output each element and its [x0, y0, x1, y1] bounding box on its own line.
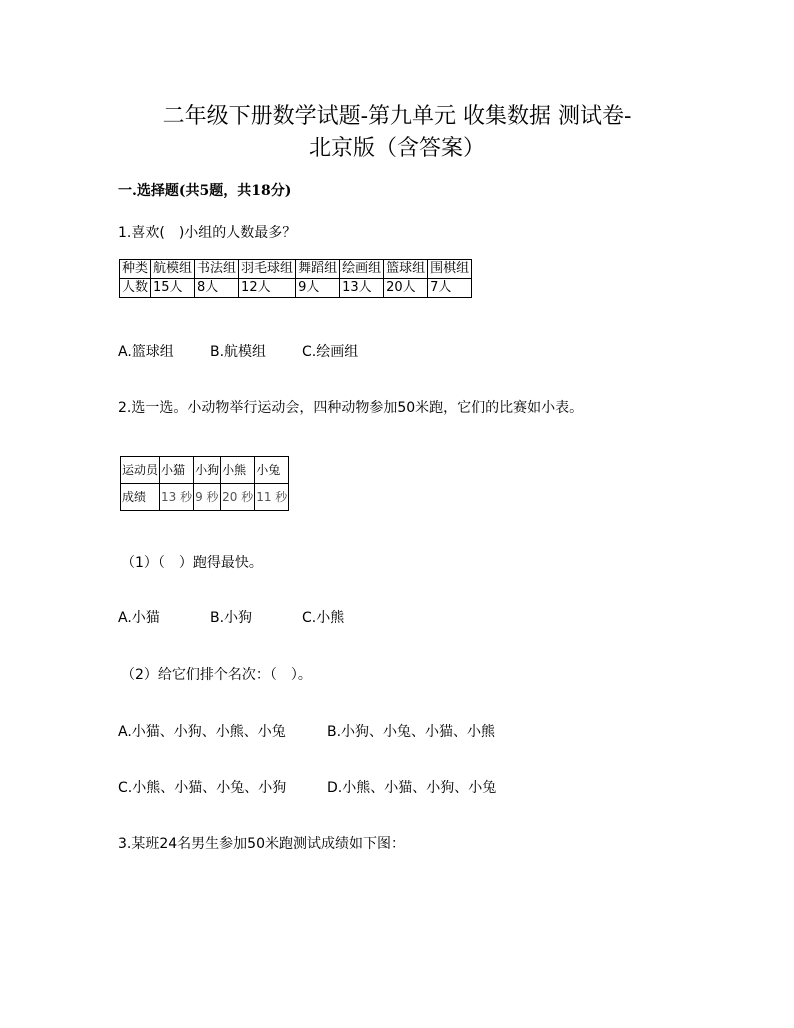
table-cell: 13 秒: [160, 484, 194, 511]
table-cell: 11 秒: [255, 484, 289, 511]
table-cell: 20 秒: [221, 484, 255, 511]
document-title-line2: 北京版（含答案）: [308, 136, 485, 161]
question-3-stem: 3.某班24名男生参加50米跑测试成绩如下图：: [118, 836, 405, 852]
table-row: [120, 260, 472, 279]
table-cell: 小熊: [221, 457, 255, 484]
table-cell: 15人: [151, 279, 195, 298]
option-b[interactable]: B.小狗、小兔、小猫、小熊: [327, 724, 496, 740]
table-cell: 成绩: [121, 484, 160, 511]
table-cell: 书法组: [195, 260, 239, 279]
table-cell: 7人: [428, 279, 472, 298]
option-d[interactable]: D.小熊、小猫、小狗、小兔: [327, 780, 497, 796]
option-a[interactable]: A.篮球组: [118, 344, 174, 360]
table-cell: 9人: [296, 279, 340, 298]
option-a[interactable]: A.小猫: [118, 610, 160, 626]
option-c[interactable]: C.小熊: [302, 610, 345, 626]
table-cell: 9 秒: [194, 484, 221, 511]
question-2-sub2-options-row1: [118, 721, 495, 741]
table-cell: 舞蹈组: [296, 260, 340, 279]
table-cell: 13人: [340, 279, 384, 298]
table-cell: 围棋组: [428, 260, 472, 279]
table-cell: 人数: [120, 279, 151, 298]
question-2-table: [120, 456, 289, 511]
table-cell: 羽毛球组: [239, 260, 296, 279]
table-row: [121, 457, 289, 484]
table-cell: 种类: [120, 260, 151, 279]
table-cell: 8人: [195, 279, 239, 298]
section-heading: 一.选择题(共5题，共18分): [118, 183, 292, 199]
table-row: [120, 279, 472, 298]
option-c[interactable]: C.小熊、小猫、小兔、小狗: [118, 780, 287, 796]
table-cell: 20人: [384, 279, 428, 298]
question-2-stem: 2.选一选。小动物举行运动会，四种动物参加50米跑，它们的比赛如小表。: [118, 400, 584, 416]
question-1-stem: 1.喜欢( )小组的人数最多？: [118, 225, 297, 241]
table-cell: 小猫: [160, 457, 194, 484]
question-2-sub1-options: [118, 607, 344, 627]
question-1-table: [119, 259, 472, 298]
table-cell: 运动员: [121, 457, 160, 484]
document-title-line1: 二年级下册数学试题-第九单元 收集数据 测试卷-: [162, 104, 632, 129]
table-cell: 小兔: [255, 457, 289, 484]
table-cell: 篮球组: [384, 260, 428, 279]
option-c[interactable]: C.绘画组: [302, 344, 359, 360]
option-a[interactable]: A.小猫、小狗、小熊、小兔: [118, 724, 286, 740]
option-b[interactable]: B.小狗: [210, 610, 253, 626]
table-row: [121, 484, 289, 511]
question-2-sub2-options-row2: [118, 777, 496, 797]
table-cell: 航模组: [151, 260, 195, 279]
table-cell: 绘画组: [340, 260, 384, 279]
question-1-options: [118, 341, 358, 361]
question-2-sub2-stem: （2）给它们排个名次：（ ）。: [121, 667, 312, 683]
table-cell: 12人: [239, 279, 296, 298]
option-b[interactable]: B.航模组: [210, 344, 267, 360]
table-cell: 小狗: [194, 457, 221, 484]
question-2-sub1-stem: （1）（ ）跑得最快。: [121, 555, 263, 571]
